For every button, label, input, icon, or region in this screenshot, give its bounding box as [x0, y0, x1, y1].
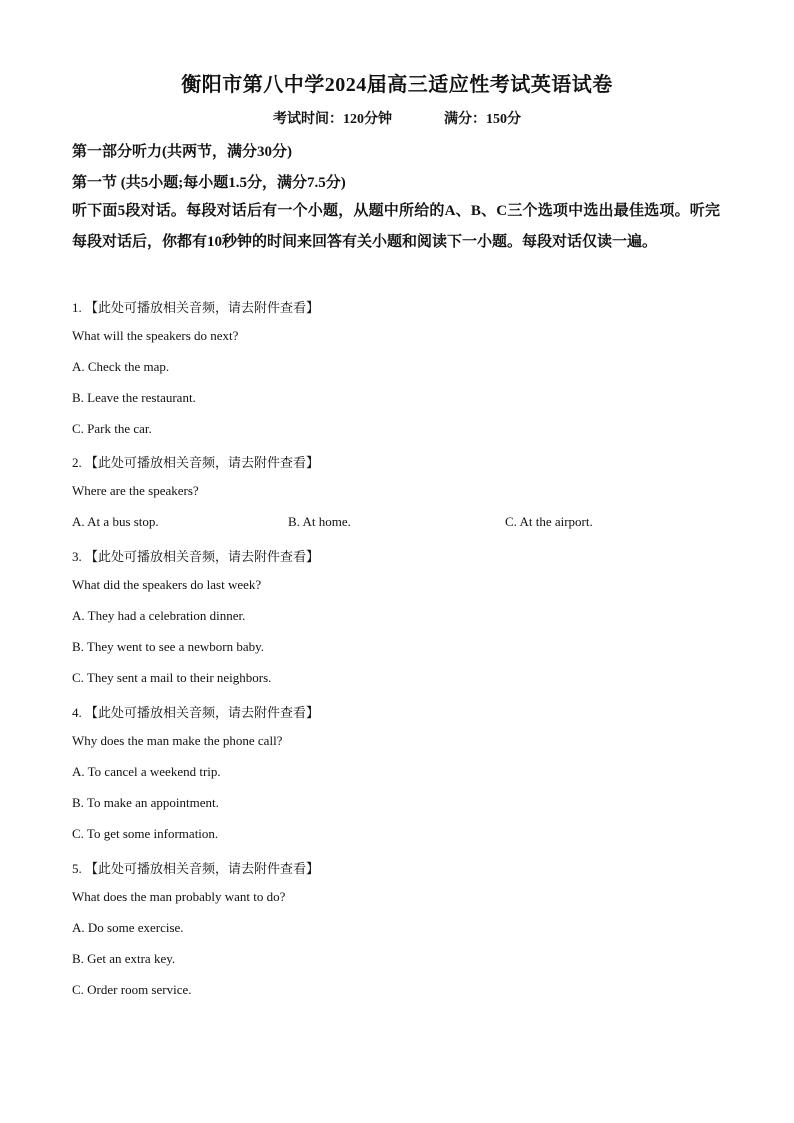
exam-time: 考试时间：120分钟: [273, 112, 392, 127]
question-4-option-a: A. To cancel a weekend trip.: [72, 764, 221, 779]
question-4-option-b: B. To make an appointment.: [72, 795, 219, 810]
question-number: 3.: [72, 549, 82, 564]
question-number: 5.: [72, 861, 82, 876]
question-1-option-a: A. Check the map.: [72, 359, 170, 374]
question-2-option-b: B. At home.: [288, 514, 351, 529]
question-5-header: [72, 858, 319, 877]
question-3-option-b: B. They went to see a newborn baby.: [72, 639, 265, 654]
question-3-stem: What did the speakers do last week?: [72, 577, 262, 592]
question-number: 4.: [72, 705, 82, 720]
exam-title: 衡阳市第八中学2024届高三适应性考试英语试卷: [181, 74, 613, 96]
question-number: 2.: [72, 455, 82, 470]
instructions: 听下面5段对话。每段对话后有一个小题，从题中所给的A、B、C三个选项中选出最佳选项。听完每段对话后，你都有10秒钟的时间来回答有关小题和阅读下一小题。每段对话仅读一遍。: [72, 203, 720, 250]
audio-note[interactable]: 【此处可播放相关音频，请去附件查看】: [85, 705, 320, 720]
question-4-header: [72, 702, 319, 721]
question-2-header: [72, 452, 319, 471]
question-4-stem: Why does the man make the phone call?: [72, 733, 283, 748]
question-3-header: [72, 546, 319, 565]
question-5-option-b: B. Get an extra key.: [72, 951, 176, 966]
question-number: 1.: [72, 300, 82, 315]
part-heading: 第一部分听力(共两节，满分30分): [72, 144, 292, 160]
section-heading: 第一节 (共5小题;每小题1.5分，满分7.5分): [72, 175, 346, 191]
question-3-option-c: C. They sent a mail to their neighbors.: [72, 670, 272, 685]
audio-note[interactable]: 【此处可播放相关音频，请去附件查看】: [85, 861, 320, 876]
question-2-option-a: A. At a bus stop.: [72, 514, 159, 529]
question-1-stem: What will the speakers do next?: [72, 328, 239, 343]
question-1-option-c: C. Park the car.: [72, 421, 152, 436]
question-1-header: [72, 297, 319, 316]
question-2-option-c: C. At the airport.: [505, 514, 593, 529]
question-5-option-a: A. Do some exercise.: [72, 920, 184, 935]
question-3-option-a: A. They had a celebration dinner.: [72, 608, 246, 623]
exam-score: 满分：150分: [444, 112, 521, 127]
question-5-stem: What does the man probably want to do?: [72, 889, 286, 904]
audio-note[interactable]: 【此处可播放相关音频，请去附件查看】: [85, 549, 320, 564]
exam-meta: [0, 108, 794, 128]
question-2-stem: Where are the speakers?: [72, 483, 199, 498]
audio-note[interactable]: 【此处可播放相关音频，请去附件查看】: [85, 300, 320, 315]
question-5-option-c: C. Order room service.: [72, 982, 192, 997]
question-1-option-b: B. Leave the restaurant.: [72, 390, 196, 405]
question-4-option-c: C. To get some information.: [72, 826, 219, 841]
audio-note[interactable]: 【此处可播放相关音频，请去附件查看】: [85, 455, 320, 470]
